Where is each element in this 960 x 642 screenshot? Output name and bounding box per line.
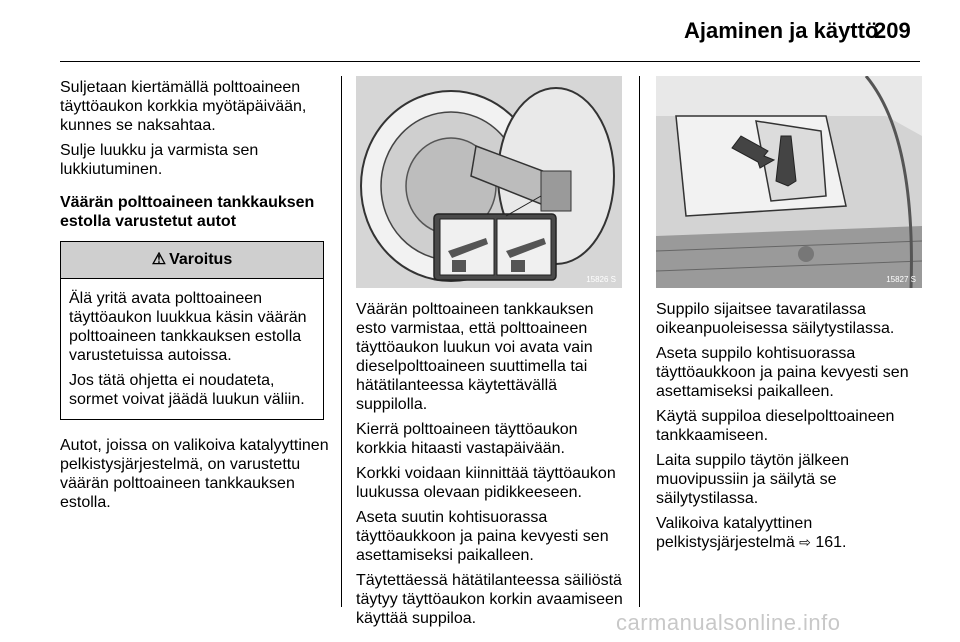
paragraph: Täytettäessä hätätilanteessa säiliöstä täytyy täyttöaukon korkin avaamiseen käyttää suppiloa.	[356, 572, 623, 627]
page-reference-arrow-icon: ⇨	[799, 534, 811, 550]
paragraph: Kierrä polttoaineen täyttöaukon korkkia hitaasti vastapäivään.	[356, 421, 578, 457]
paragraph: Aseta suutin kohtisuorassa täyttöaukkoon ja paina kevyesti sen asettamiseksi paikalleen.	[356, 509, 609, 564]
fuel-filler-illustration	[356, 76, 622, 288]
warning-body	[61, 279, 323, 419]
fuel-filler-drawing	[356, 76, 622, 288]
column-divider-right	[639, 76, 640, 607]
funnel-storage-illustration	[656, 76, 922, 288]
warning-header	[61, 242, 323, 279]
figure-code: 15827 S	[886, 275, 916, 284]
watermark: carmanualsonline.info	[616, 610, 841, 635]
paragraph: Aseta suppilo kohtisuorassa täyttöaukkoon ja paina kevyesti sen asettamiseksi paikalleen.	[656, 345, 909, 400]
paragraph: Käytä suppiloa dieselpolttoaineen tankkaamiseen.	[656, 408, 895, 444]
page-reference-link[interactable]: 161.	[815, 534, 847, 551]
column-divider-left	[341, 76, 342, 607]
warning-paragraph: Älä yritä avata polttoaineen täyttöaukon luukkua käsin väärän polttoaineen tankkauksen estolla varustetuissa autoissa.	[69, 290, 307, 364]
column-middle	[356, 300, 624, 634]
column-right	[656, 300, 922, 558]
paragraph: Väärän polttoaineen tankkauksen esto varmistaa, että polttoaineen täyttöaukon luukun voi avata vain dieselpolttoaineen suuttimella tai hätätilanteessa käytettävällä suppilolla.	[356, 301, 594, 413]
paragraph: Autot, joissa on valikoiva katalyyttinen pelkistysjärjestelmä, on varustettu väärän polttoaineen tankkauksen estolla.	[60, 437, 329, 511]
warning-box	[60, 241, 324, 420]
paragraph: Laita suppilo täytön jälkeen muovipussiin ja säilytä se säilytystilassa.	[656, 452, 850, 507]
funnel-storage-drawing	[656, 76, 922, 288]
paragraph-text: Valikoiva katalyyttinen pelkistysjärjestelmä	[656, 515, 813, 551]
paragraph: Korkki voidaan kiinnittää täyttöaukon luukussa olevaan pidikkeeseen.	[356, 465, 616, 501]
page-header-title: Ajaminen ja käyttö	[684, 18, 879, 43]
column-left	[60, 78, 330, 518]
section-heading: Väärän polttoaineen tankkauksen estolla varustetut autot	[60, 194, 315, 230]
header-divider	[60, 61, 920, 62]
page-number: 209	[874, 18, 911, 43]
warning-title: Varoitus	[169, 251, 233, 268]
figure-code: 15826 S	[586, 275, 616, 284]
paragraph	[656, 514, 922, 552]
paragraph: Sulje luukku ja varmista sen lukkiutuminen.	[60, 142, 259, 178]
warning-paragraph: Jos tätä ohjetta ei noudateta, sormet voivat jäädä luukun väliin.	[69, 372, 305, 408]
paragraph: Suljetaan kiertämällä polttoaineen täyttöaukon korkkia myötäpäivään, kunnes se naksahtaa.	[60, 79, 307, 134]
warning-triangle-icon: ⚠	[151, 251, 167, 268]
paragraph: Suppilo sijaitsee tavaratilassa oikeanpuoleisessa säilytystilassa.	[656, 301, 895, 337]
